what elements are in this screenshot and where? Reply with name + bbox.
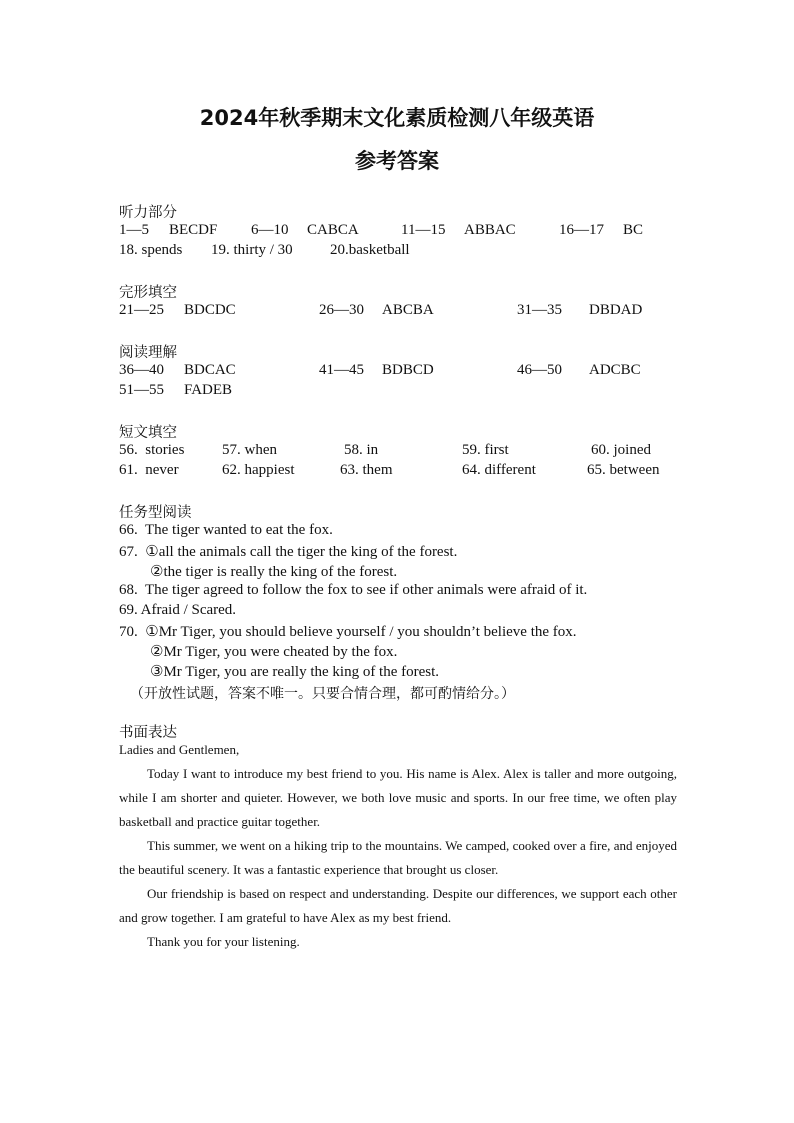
answer-letters: BDBCD [382, 362, 434, 378]
answer-item: 18. spends [119, 242, 183, 258]
page-subtitle: 参考答案 [355, 149, 439, 173]
answer-line: 68. The tiger agreed to follow the fox to see if other animals were afraid of it. [119, 582, 588, 598]
answer-range: 16—17 [559, 222, 604, 238]
answer-item: 61. never [119, 462, 179, 478]
answer-item: 64. different [462, 462, 536, 478]
answer-line: 69. Afraid / Scared. [119, 602, 237, 618]
grading-note: （开放性试题，答案不唯一。只要合情合理，都可酌情给分。） [130, 686, 515, 702]
answer-range: 11—15 [401, 222, 446, 238]
answer-letters: DBDAD [589, 302, 643, 318]
answer-item: 60. joined [591, 442, 651, 458]
answer-letters: ADCBC [589, 362, 641, 378]
answer-item: 62. happiest [222, 462, 295, 478]
answer-range: 36—40 [119, 362, 164, 378]
answer-range: 46—50 [517, 362, 562, 378]
answer-letters: BDCAC [184, 362, 236, 378]
answer-letters: BDCDC [184, 302, 236, 318]
answer-letters: CABCA [307, 222, 359, 238]
essay-greeting: Ladies and Gentlemen, [119, 742, 240, 757]
answer-range: 51—55 [119, 382, 164, 398]
answer-item: 20.basketball [330, 242, 410, 258]
answer-range: 26—30 [319, 302, 364, 318]
answer-line: ②Mr Tiger, you were cheated by the fox. [150, 644, 398, 660]
essay-paragraph: Today I want to introduce my best friend to you. His name is Alex. Alex is taller and more outgoing, while I am shorter and quieter. However, we both love music and sports. In our free time, we often play basketball and practice guitar together. [119, 766, 677, 829]
answer-line: ②the tiger is really the king of the forest. [150, 564, 398, 580]
answer-item: 65. between [587, 462, 660, 478]
answer-letters: ABBAC [464, 222, 516, 238]
page-title: 2024年秋季期末文化素质检测八年级英语 [199, 106, 595, 130]
section-heading-cloze: 完形填空 [119, 285, 177, 301]
essay-paragraph: Thank you for your listening. [147, 934, 300, 949]
answer-range: 41—45 [319, 362, 364, 378]
answer-item: 63. them [340, 462, 393, 478]
sample-essay [119, 738, 677, 954]
answer-item: 59. first [462, 442, 509, 458]
section-heading-reading: 阅读理解 [119, 345, 177, 361]
answer-range: 21—25 [119, 302, 164, 318]
essay-paragraph: Our friendship is based on respect and understanding. Despite our differences, we support each other and grow together. I am grateful to have Alex as my best friend. [119, 886, 677, 925]
section-heading-writing: 书面表达 [119, 725, 177, 741]
answer-range: 31—35 [517, 302, 562, 318]
answer-letters: FADEB [184, 382, 233, 398]
section-heading-fill: 短文填空 [119, 425, 177, 441]
answer-range: 1—5 [119, 222, 149, 238]
answer-line: 70. ①Mr Tiger, you should believe yourself / you shouldn’t believe the fox. [119, 624, 577, 640]
answer-line: 66. The tiger wanted to eat the fox. [119, 522, 333, 538]
answer-item: 56. stories [119, 442, 185, 458]
answer-line: 67. ①all the animals call the tiger the king of the forest. [119, 544, 458, 560]
answer-item: 19. thirty / 30 [211, 242, 293, 258]
answer-range: 6—10 [251, 222, 289, 238]
section-heading-task-reading: 任务型阅读 [119, 505, 192, 521]
answer-line: ③Mr Tiger, you are really the king of the forest. [150, 664, 440, 680]
answer-letters: BECDF [169, 222, 218, 238]
answer-letters: BC [623, 222, 644, 238]
answer-item: 58. in [344, 442, 379, 458]
section-heading-listening: 听力部分 [119, 205, 177, 221]
essay-paragraph: This summer, we went on a hiking trip to the mountains. We camped, cooked over a fire, and enjoyed the beautiful scenery. It was a fantastic experience that brought us closer. [119, 838, 677, 877]
answer-item: 57. when [222, 442, 277, 458]
answer-letters: ABCBA [382, 302, 434, 318]
